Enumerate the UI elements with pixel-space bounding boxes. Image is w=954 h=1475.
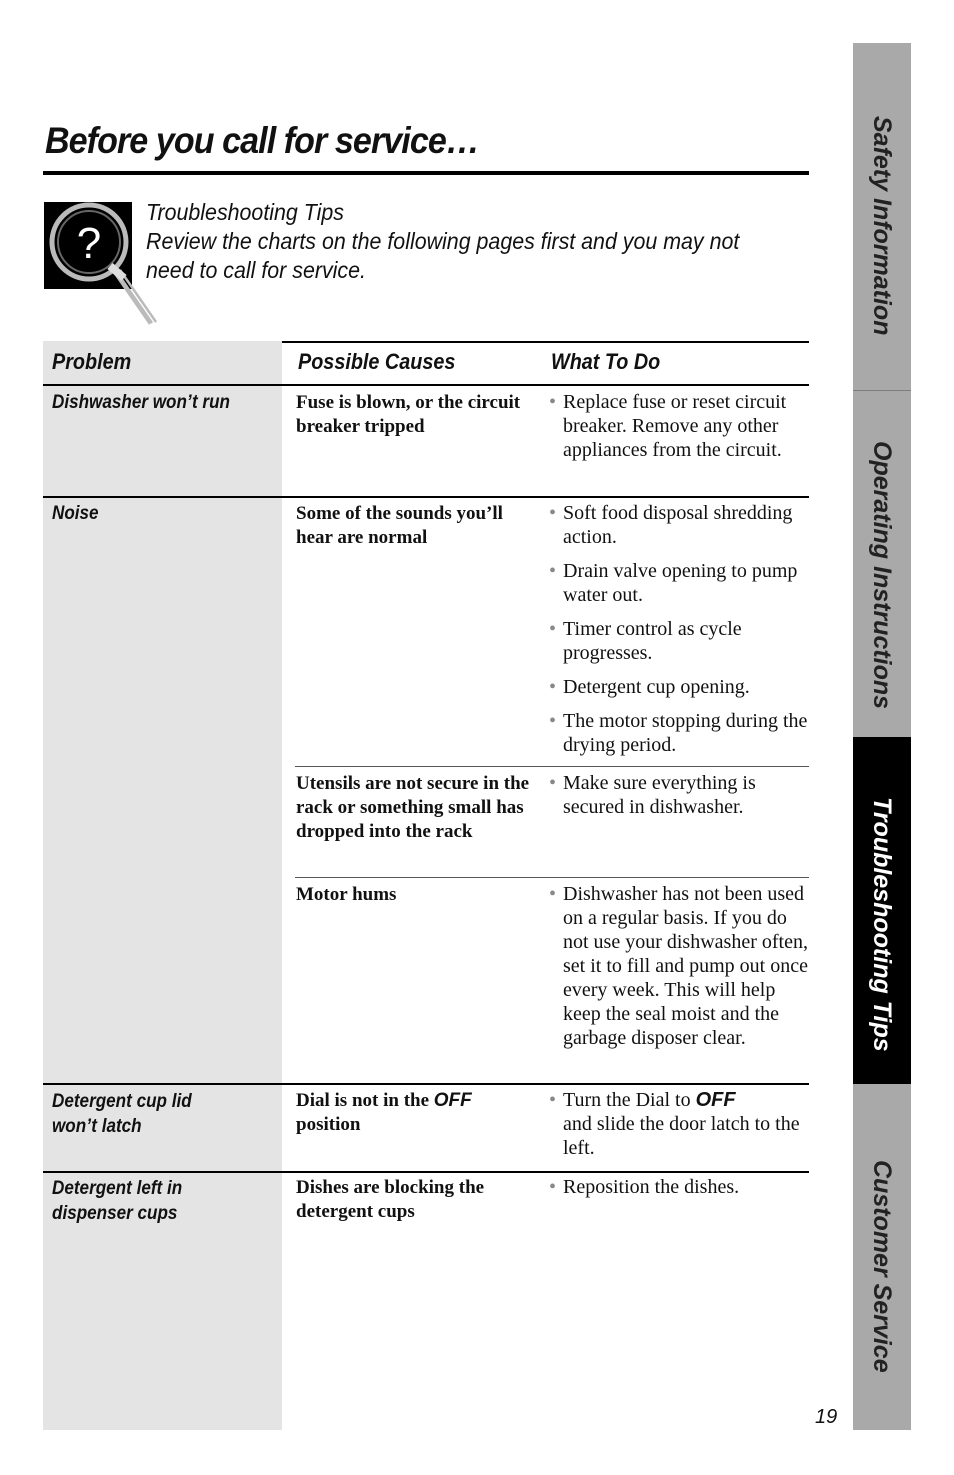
todo-item: • Soft food disposal shredding action. — [549, 502, 793, 548]
todo-item: • The motor stopping during the drying period. — [549, 710, 808, 756]
cause-utensils-not-secure: Utensils are not secure in the rack or something small has dropped into the rack — [296, 773, 530, 842]
bullet: • — [549, 710, 557, 732]
todo-list — [549, 771, 811, 829]
page-number: 19 — [815, 1406, 838, 1428]
todo-list — [549, 1088, 811, 1170]
sub-row-divider — [295, 766, 809, 767]
cause-dishes-blocking: Dishes are blocking the detergent cups — [296, 1177, 485, 1222]
todo-item: • Timer control as cycle progresses. — [549, 618, 742, 664]
header-possible-causes: Possible Causes — [298, 349, 456, 374]
svg-text:?: ? — [76, 219, 102, 268]
cause-fuse-blown: Fuse is blown, or the circuit breaker tripped — [296, 392, 521, 437]
problem-dishwasher-wont-run: Dishwasher won’t run — [52, 392, 230, 413]
intro-line-2: need to call for service. — [146, 257, 366, 283]
bullet: • — [549, 1089, 557, 1111]
bullet: • — [549, 1176, 557, 1198]
cause-motor-hums: Motor hums — [296, 884, 397, 905]
intro-heading: Troubleshooting Tips — [146, 199, 344, 225]
bullet: • — [549, 391, 557, 413]
bullet: • — [549, 676, 557, 698]
header-problem: Problem — [52, 349, 132, 374]
row-divider — [43, 1083, 809, 1085]
bullet: • — [549, 772, 557, 794]
cause-normal-sounds: Some of the sounds you’ll hear are normal — [296, 503, 503, 548]
header-what-to-do: What To Do — [551, 349, 661, 374]
todo-item: • Detergent cup opening. — [549, 676, 750, 698]
sub-row-divider — [295, 877, 809, 878]
todo-list — [549, 1175, 811, 1209]
row-divider — [43, 1171, 809, 1173]
question-magnifier-icon — [44, 200, 160, 332]
todo-list — [549, 390, 811, 472]
title-rule — [43, 171, 809, 175]
bullet: • — [549, 502, 557, 524]
todo-list — [549, 882, 811, 1060]
bullet: • — [549, 883, 557, 905]
tab-troubleshooting-tips[interactable]: Troubleshooting Tips — [853, 737, 911, 1084]
todo-item: • Drain valve opening to pump water out. — [549, 560, 798, 606]
todo-item: • Reposition the dishes. — [549, 1176, 740, 1198]
tab-operating-instructions[interactable]: Operating Instructions — [868, 441, 896, 710]
page-title: Before you call for service… — [45, 120, 479, 161]
tab-safety-information[interactable]: Safety Information — [868, 116, 896, 336]
intro-line-1: Review the charts on the following pages first and you may not — [146, 228, 740, 254]
header-top-rule — [282, 341, 809, 343]
problem-detergent-cup-lid: Detergent cup lid won’t latch — [52, 1091, 192, 1137]
todo-list — [549, 501, 811, 767]
problem-noise: Noise — [52, 503, 99, 524]
todo-item: • Make sure everything is secured in dishwasher. — [549, 772, 756, 818]
todo-item: • Replace fuse or reset circuit breaker. Remove any other appliances from the circuit. — [549, 391, 787, 461]
tab-customer-service[interactable]: Customer Service — [868, 1160, 896, 1373]
row-divider — [43, 496, 809, 498]
bullet: • — [549, 618, 557, 640]
cause-dial-not-off: Dial is not in the OFF position — [296, 1090, 472, 1135]
problem-detergent-left: Detergent left in dispenser cups — [52, 1178, 183, 1224]
todo-item: • Turn the Dial to OFF and slide the door latch to the left. — [549, 1089, 800, 1159]
todo-item: • Dishwasher has not been used on a regular basis. If you do not use your dishwasher often, set it to fill and pump out once every week. This will help keep the seal moist and the garbage disposer clear. — [549, 883, 808, 1049]
header-bottom-rule — [43, 384, 809, 386]
intro-text — [146, 198, 751, 285]
bullet: • — [549, 560, 557, 582]
